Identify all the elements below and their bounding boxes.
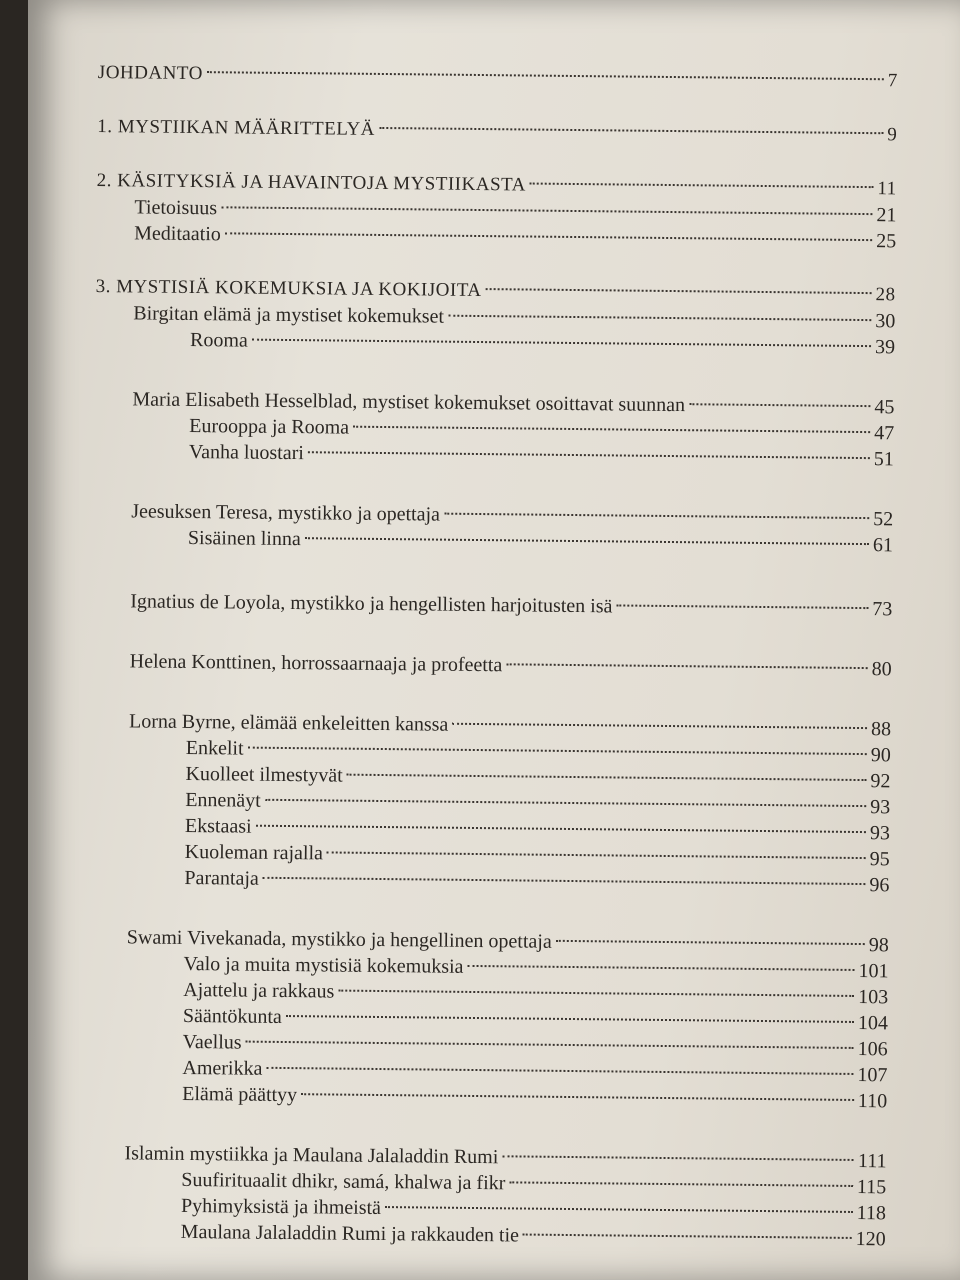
toc-page-number: 115 xyxy=(856,1176,887,1199)
toc-entry-label: Amerikka xyxy=(182,1056,263,1080)
leader-dots xyxy=(467,965,854,971)
toc-entry-label: Jeesuksen Teresa, mystikko ja opettaja xyxy=(131,500,441,526)
toc-entry-label: Parantaja xyxy=(184,866,259,890)
leader-dots xyxy=(385,1206,853,1213)
leader-dots xyxy=(379,127,883,134)
toc-entry xyxy=(92,588,892,622)
toc-page-number: 11 xyxy=(877,178,897,200)
toc-entry-label: Kuolleet ilmestyvät xyxy=(185,762,343,787)
toc-entry-label: Tietoisuus xyxy=(134,196,218,220)
leader-dots xyxy=(523,1234,852,1239)
leader-dots xyxy=(207,71,884,80)
toc-page-number: 95 xyxy=(869,848,890,871)
toc-entry-label: Valo ja muita mystisiä kokemuksia xyxy=(183,952,464,978)
toc-page-number: 93 xyxy=(869,822,891,845)
leader-dots xyxy=(452,723,867,729)
toc-page-number: 92 xyxy=(870,770,891,793)
leader-dots xyxy=(263,877,866,885)
toc-page-number: 52 xyxy=(873,508,894,531)
toc-entry-label: Lorna Byrne, elämää enkeleitten kanssa xyxy=(128,710,449,736)
leader-dots xyxy=(486,288,872,294)
toc-entry xyxy=(92,648,892,682)
leader-dots xyxy=(448,315,871,321)
leader-dots xyxy=(265,799,866,807)
toc-entry xyxy=(98,60,898,94)
toc-page-number: 9 xyxy=(887,124,898,146)
toc-entry-label: Ekstaasi xyxy=(184,814,252,838)
leader-dots xyxy=(530,183,874,189)
leader-dots xyxy=(689,403,870,407)
toc-entry xyxy=(97,114,897,148)
table-of-contents xyxy=(86,60,898,1252)
toc-page-number: 107 xyxy=(857,1064,888,1087)
toc-page-number: 73 xyxy=(872,598,893,621)
leader-dots xyxy=(502,1155,854,1161)
toc-page-number: 25 xyxy=(876,230,897,253)
toc-entry-label: Maria Elisabeth Hesselblad, mystiset kokemukset osoittavat suunnan xyxy=(132,388,686,417)
leader-dots xyxy=(616,604,868,609)
toc-entry-label: Maulana Jalaladdin Rumi ja rakkauden tie xyxy=(180,1220,520,1247)
toc-entry-label: 2. KÄSITYKSIÄ JA HAVAINTOJA MYSTIIKASTA xyxy=(96,169,526,196)
toc-entry-label: Elämä päättyy xyxy=(182,1082,298,1107)
toc-page-number: 118 xyxy=(856,1202,887,1225)
leader-dots xyxy=(305,537,869,545)
toc-entry-label: Ennenäyt xyxy=(185,788,261,812)
leader-dots xyxy=(246,1041,854,1049)
toc-entry-label: Vaellus xyxy=(182,1030,242,1054)
toc-page-number: 51 xyxy=(873,448,894,471)
leader-dots xyxy=(338,990,854,997)
toc-page-number: 103 xyxy=(858,986,889,1009)
toc-entry-label: Suufirituaalit dhikr, samá, khalwa ja fikr xyxy=(181,1168,506,1195)
toc-entry-label: Kuoleman rajalla xyxy=(184,840,324,865)
leader-dots xyxy=(252,339,871,347)
toc-entry-label: Sisäinen linna xyxy=(187,526,301,551)
leader-dots xyxy=(256,825,866,833)
leader-dots xyxy=(556,940,865,945)
toc-page-number: 93 xyxy=(870,796,891,819)
toc-entry-label: Birgitan elämä ja mystiset kokemukset xyxy=(133,302,445,328)
toc-entry-label: Ignatius de Loyola, mystikko ja hengellisten harjoitusten isä xyxy=(130,590,613,618)
toc-entry-label: Swami Vivekanada, mystikko ja hengellinen opettaja xyxy=(126,926,552,953)
leader-dots xyxy=(308,451,870,459)
toc-page-number: 111 xyxy=(857,1150,887,1173)
toc-entry-label: Pyhimyksistä ja ihmeistä xyxy=(180,1194,382,1220)
toc-entry-label: Rooma xyxy=(189,328,248,352)
toc-page-number: 80 xyxy=(871,658,892,681)
toc-page-number: 98 xyxy=(868,934,889,957)
toc-page-number: 120 xyxy=(855,1227,886,1251)
leader-dots xyxy=(248,747,867,755)
leader-dots xyxy=(301,1093,854,1101)
leader-dots xyxy=(221,206,872,215)
toc-page-number: 96 xyxy=(869,874,890,897)
leader-dots xyxy=(225,232,872,241)
toc-page-number: 47 xyxy=(874,422,895,445)
leader-dots xyxy=(266,1067,853,1075)
toc-page-number: 21 xyxy=(876,204,897,227)
toc-entry-label: Meditaatio xyxy=(134,222,221,246)
toc-entry-label: 3. MYSTISIÄ KOKEMUKSIA JA KOKIJOITA xyxy=(95,275,482,302)
toc-page-number: 30 xyxy=(875,310,896,333)
toc-entry-label: Ajattelu ja rakkaus xyxy=(183,978,335,1003)
toc-entry-label: Enkelit xyxy=(185,736,244,760)
leader-dots xyxy=(509,1181,853,1187)
leader-dots xyxy=(286,1015,854,1023)
leader-dots xyxy=(353,426,870,433)
toc-page-number: 39 xyxy=(874,336,896,359)
toc-page-number: 101 xyxy=(858,960,889,983)
toc-page-number: 88 xyxy=(870,718,892,741)
toc-page-number: 106 xyxy=(857,1038,888,1061)
leader-dots xyxy=(444,513,869,519)
toc-page-number: 7 xyxy=(887,70,898,92)
toc-page-number: 28 xyxy=(875,284,896,306)
toc-entry-label: JOHDANTO xyxy=(97,61,203,85)
toc-page-number: 104 xyxy=(857,1012,889,1035)
toc-page-number: 61 xyxy=(872,534,894,557)
leader-dots xyxy=(506,663,867,669)
book-page xyxy=(28,0,960,1280)
toc-entry-label: Islamin mystiikka ja Maulana Jalaladdin Rumi xyxy=(124,1142,499,1169)
leader-dots xyxy=(327,851,866,859)
toc-entry-label: Helena Konttinen, horrossaarnaaja ja profeetta xyxy=(129,650,503,677)
leader-dots xyxy=(347,774,867,781)
toc-page-number: 45 xyxy=(874,396,895,419)
toc-entry-label: Eurooppa ja Rooma xyxy=(189,414,350,439)
toc-page-number: 90 xyxy=(870,744,891,767)
toc-entry-label: 1. MYSTIIKAN MÄÄRITTELYÄ xyxy=(97,115,376,140)
toc-entry-label: Vanha luostari xyxy=(188,440,304,465)
toc-entry-label: Sääntökunta xyxy=(182,1004,282,1028)
toc-page-number: 110 xyxy=(857,1090,888,1113)
